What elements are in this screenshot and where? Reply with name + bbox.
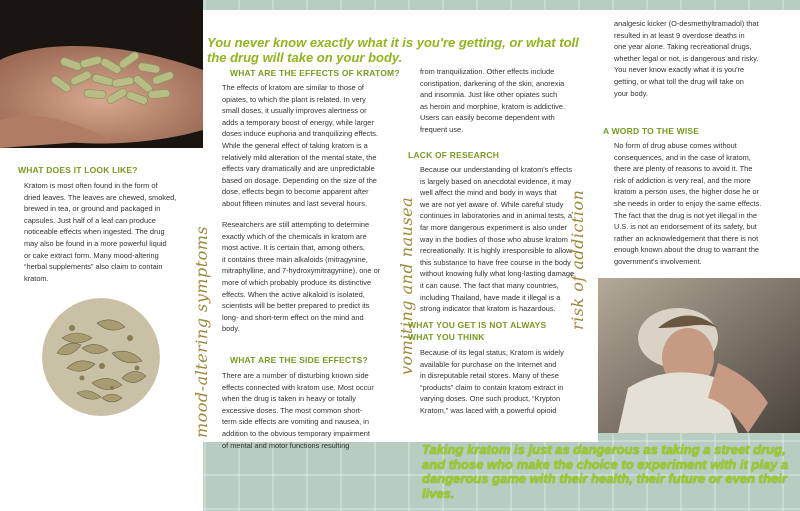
- look-paragraph: Kratom is most often found in the form of dried leaves. The leaves are chewed, smoked, brewed in tea, or ground and packaged in capsules. Just half of a leaf can produce noticeable effects when ingested. The drug may also be found in a more powerful liquid or cake extract form. Many mood-altering “herbal supplements” also claim to contain kratom.: [24, 181, 177, 283]
- research-paragraph: Because our understanding of kratom's effects is largely based on anecdotal evidence, it may well affect the mind and body in ways that we are not yet aware of. While careful study continues in laboratories and in animal tests, a far more dangerous experiment is also under way in the bodies of those who abuse kratom recreationally. It is highly irresponsible to allow this substance to have free course in the body without knowing fully what long-lasting damage it can cause. The fact that many countries, including Thailand, have made it illegal is a strong indicator that kratom is hazardous.: [420, 165, 575, 314]
- side-effects-paragraph: There are a number of disturbing known side effects connected with kratom use. Most occur when the drug is taken in heavy or totally excessive doses. The most common short- term side effects are vomiting and nausea, in addition to the obvious temporary impairment of mental and motor functions resulting: [222, 371, 374, 450]
- side-effects-continued: from tranquilization. Other effects include constipation, darkening of the skin, anorexia and insomnia. Just like other opiates such as heroin and morphine, kratom is addictive. Users can easily become dependent with frequent use.: [420, 67, 566, 134]
- heading-side-effects: WHAT ARE THE SIDE EFFECTS?: [230, 355, 368, 365]
- heading-research: LACK OF RESEARCH: [408, 150, 500, 160]
- sick-person-photo: [598, 278, 800, 433]
- vertical-label-mood-altering: mood-altering symptoms: [192, 225, 211, 438]
- capsules-in-hand-photo: [0, 0, 203, 148]
- heading-think: WHAT YOU GET IS NOT ALWAYS WHAT YOU THINK: [408, 320, 547, 342]
- dried-kratom-leaves-photo: [42, 298, 160, 416]
- wise-paragraph: No form of drug abuse comes without consequences, and in the case of kratom, there are plenty of reasons to avoid it. The risk of addiction is very real, and the more kratom a person uses, the higher dose he or she needs in order to enjoy the same effects. The fact that the drug is not yet illegal in the U.S. is not an endorsement of its safety, but rather an acknowledgement that there is not enough known about the drug to warrant the government's involvement.: [614, 141, 762, 266]
- heading-wise: A WORD TO THE WISE: [603, 126, 700, 136]
- vertical-label-risk: risk of addiction: [568, 189, 587, 330]
- effects-paragraph-1: The effects of kratom are similar to those of opiates, to which the plant is related. In very small doses, it usually improves alertness or adds a temporary boost of energy, while larger doses induce euphoria and tranquilizing effects. While the general effect of taking kratom is a relatively mild alteration of the mental state, the effects vary dramatically and are unpredictable based on dosage. Depending on the size of the dose, effects begin to become apparent after about fifteen minutes and last several hours.: [222, 83, 378, 208]
- think-paragraph: Because of its legal status, Kratom is widely available for purchase on the Internet and in disreputable retail stores. Many of these “products” claim to contain kratom extract in varying doses. One such product, “Krypton Kratom,” was laced with a powerful opioid: [420, 348, 564, 415]
- tagline: You never know exactly what it is you're getting, or what toll the drug will take on your body.: [207, 35, 579, 65]
- effects-paragraph-2: Researchers are still attempting to determine exactly which of the chemicals in kratom are most active. It is certain that, among others, it contains three main alkaloids (mitragynine, mitraphylline, and 7-hydroxymitragynine), one or more of which probably produce its distinctive effects. When the active alkaloid is isolated, scientists will be better prepared to predict its long- and short-term effect on the mind and body.: [222, 220, 381, 334]
- heading-effects: WHAT ARE THE EFFECTS OF KRATOM?: [230, 68, 400, 78]
- pull-quote: Taking kratom is just as dangerous as taking a street drug, and those who make the choice to experiment with it play a dangerous game with their health, their future or even their lives.: [422, 442, 789, 501]
- think-continued: analgesic kicker (O-desmethyltramadol) that resulted in at least 9 overdose deaths in one year alone. Taking recreational drugs, whether legal or not, is dangerous and risky. You never know exactly what it is you're getting, or what toll the drug will take on your body.: [614, 19, 759, 98]
- vertical-label-vomiting: vomiting and nausea: [397, 196, 416, 375]
- heading-look: WHAT DOES IT LOOK LIKE?: [18, 165, 138, 175]
